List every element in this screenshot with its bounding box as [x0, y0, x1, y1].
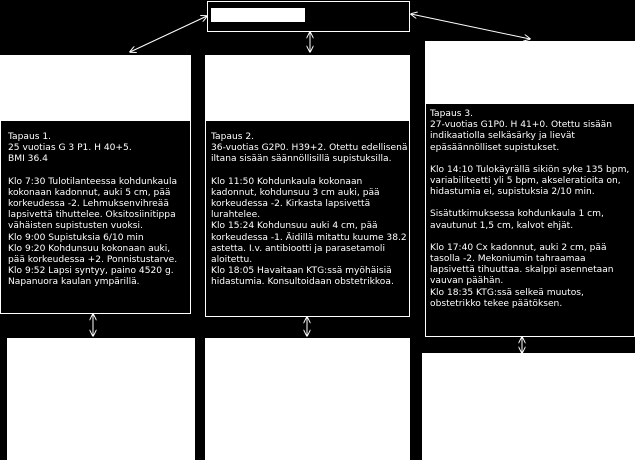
case-2-text	[211, 132, 408, 289]
arrow-top-to-case-3	[411, 14, 530, 39]
case-2-outcome-box	[205, 338, 410, 460]
case-1-header-box	[0, 55, 191, 120]
case-3-timeline: Klo 17:40 Cx kadonnut, auki 2 cm, pää tasolla -2. Mekoniumin tahraamaa lapsivettä tihuuttaa. skalppi asennetaan vauvan päähän. Klo 18:35 KTG:ssä selkeä muutos, obstetrikko tekee päätöksen.	[430, 242, 614, 309]
case-2-intro: Tapaus 2. 36-vuotias G2P0. H39+2. Otettu edellisenä iltana sisään säännöllisillä supistuksilla.	[211, 132, 408, 165]
top-node-label-box	[211, 8, 305, 22]
case-2-timeline: Klo 11:50 Kohdunkaula kokonaan kadonnut, kohdunsuu 3 cm auki, pää korkeudessa -2. Kirkasta lapsivettä lurahtelee. Klo 15:24 Kohdunsuu auki 4 cm, pää korkeudessa -1. Äidillä mitattu kuume 38.2 astetta. I.v. antibiootti ja parasetamoli aloitettu. Klo 18:05 Havaitaan KTG:ssä myöhäisiä hidastumia. Konsultoidaan obstetrikkoa.	[211, 176, 407, 288]
case-3-examination: Sisätutkimuksessa kohdunkaula 1 cm, avautunut 1,5 cm, kalvot ehjät.	[430, 209, 604, 231]
top-node	[207, 1, 410, 32]
case-1-intro: Tapaus 1. 25 vuotias G 3 P1. H 40+5. BMI 36.4	[8, 132, 132, 165]
case-3-admission: Klo 14:10 Tulokäyrällä sikiön syke 135 bpm, variabiliteetti yli 5 bpm, akseleratioita on, hidastumia ei, supistuksia 2/10 min.	[430, 164, 630, 198]
case-3-outcome-box	[422, 353, 635, 460]
case-3-header-box	[425, 41, 635, 103]
arrow-top-to-case-1	[130, 16, 207, 52]
case-1-timeline: Klo 7:30 Tulotilanteessa kohdunkaula kokonaan kadonnut, auki 5 cm, pää korkeudessa -2. Lehmuksenvihreää lapsivettä tihuttelee. Oksitosiinitippa vähäisten supistusten vuoksi. Klo 9:00 Supistuksia 6/10 min Klo 9:20 Kohdunsuu kokonaan auki, pää korkeudessa +2. Ponnistustarve. Klo 9:52 Lapsi syntyy, paino 4520 g. Napanuora kaulan ympärillä.	[8, 176, 178, 288]
case-1-text	[8, 132, 189, 289]
case-3-text	[430, 109, 630, 310]
case-2-header-box	[205, 55, 410, 120]
case-1-outcome-box	[7, 338, 195, 460]
case-3-intro: Tapaus 3. 27-vuotias G1P0. H 41+0. Otettu sisään indikaatiolla selkäsärky ja lievät epäsäännölliset supistukset.	[430, 109, 612, 153]
